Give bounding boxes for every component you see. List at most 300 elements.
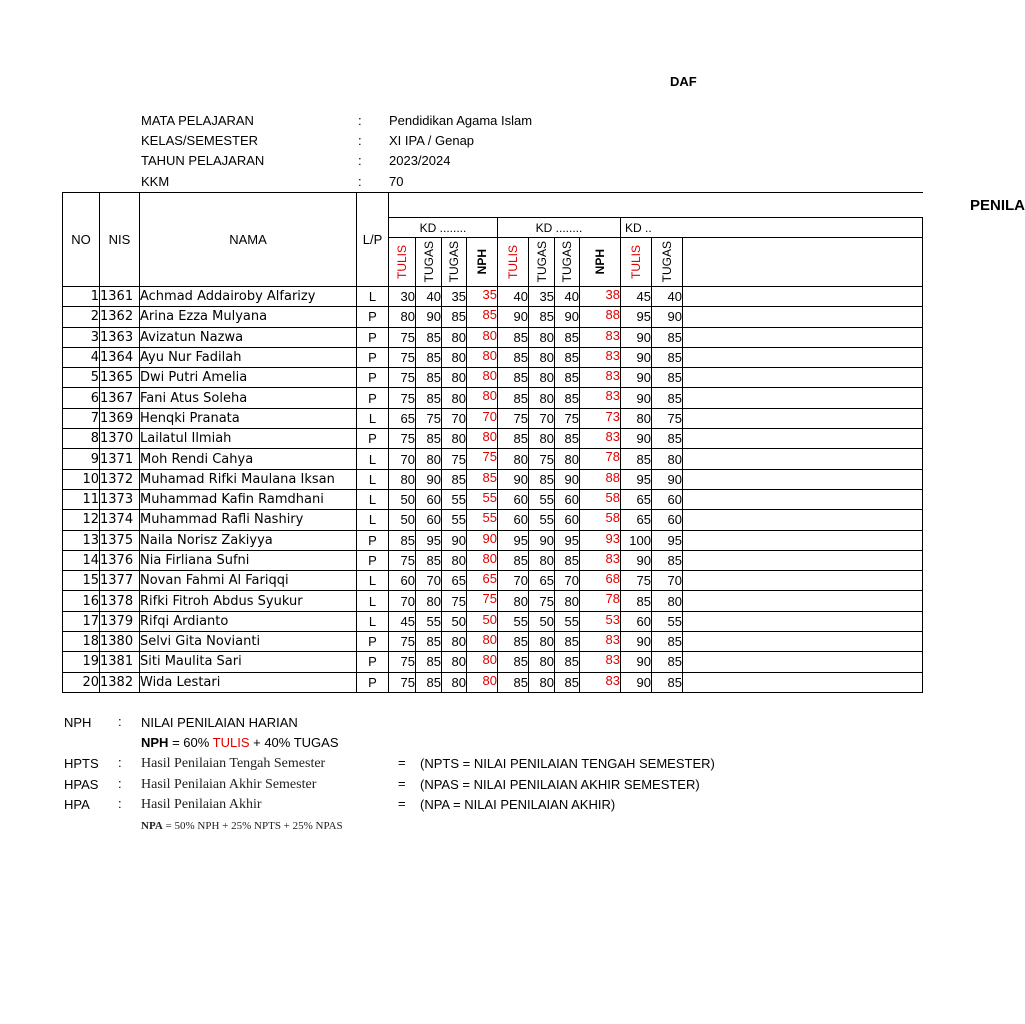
table-row	[63, 287, 923, 307]
cell-kd1-tugas: 80	[442, 632, 467, 652]
header-row-top	[63, 193, 923, 218]
cell-kd3-tugas: 60	[652, 489, 683, 509]
table-row	[63, 368, 923, 388]
cell-kd2-tugas: 85	[555, 327, 580, 347]
cell-kd2-tugas: 70	[529, 408, 555, 428]
cell-nama: Rifki Fitroh Abdus Syukur	[140, 591, 357, 611]
cell-lp: L	[357, 287, 389, 307]
cell-kd1-tugas: 80	[442, 429, 467, 449]
table-row	[63, 449, 923, 469]
npa-formula-lhs: NPA	[141, 820, 163, 832]
cell-kd2-tulis: 85	[498, 672, 529, 692]
legend-abbr-hpts: HPTS	[64, 756, 99, 771]
cell-kd1-tugas: 85	[442, 469, 467, 489]
cell-kd1-tugas: 75	[416, 408, 442, 428]
cell-kd1-nph: 65	[467, 571, 498, 591]
cell-kd1-tulis: 50	[389, 489, 416, 509]
sub-header-tugas: TUGAS	[534, 241, 549, 283]
info-value-subject: Pendidikan Agama Islam	[389, 113, 533, 128]
cell-nama: Siti Maulita Sari	[140, 652, 357, 672]
cell-kd2-tugas: 80	[529, 368, 555, 388]
cell-kd3-tugas: 95	[652, 530, 683, 550]
legend-abbr-hpas: HPAS	[64, 777, 99, 792]
cell-kd2-tugas: 65	[529, 571, 555, 591]
cell-empty	[683, 449, 923, 469]
cell-kd3-tugas: 55	[652, 611, 683, 631]
cell-no: 19	[63, 652, 100, 672]
cell-kd3-tulis: 80	[621, 408, 652, 428]
cell-kd2-tulis: 60	[498, 510, 529, 530]
cell-kd1-nph: 90	[467, 530, 498, 550]
cell-kd3-tugas: 90	[652, 307, 683, 327]
cell-nis: 1369	[100, 408, 140, 428]
cell-kd2-tugas: 55	[555, 611, 580, 631]
sub-header-tulis: TULIS	[395, 244, 409, 279]
table-row	[63, 307, 923, 327]
table-row	[63, 571, 923, 591]
cell-kd2-nph: 78	[580, 449, 621, 469]
cell-lp: P	[357, 327, 389, 347]
cell-kd1-nph: 75	[467, 449, 498, 469]
cell-kd2-nph: 58	[580, 510, 621, 530]
cell-kd1-tugas: 80	[442, 550, 467, 570]
cell-kd2-tugas: 85	[555, 632, 580, 652]
cell-kd1-nph: 80	[467, 368, 498, 388]
cell-kd2-tugas: 75	[529, 591, 555, 611]
cell-kd2-tugas: 80	[529, 672, 555, 692]
cell-kd3-tugas: 40	[652, 287, 683, 307]
legend-colon: :	[118, 755, 122, 770]
cell-kd2-nph: 68	[580, 571, 621, 591]
cell-kd1-tulis: 80	[389, 307, 416, 327]
cell-kd1-nph: 50	[467, 611, 498, 631]
grade-table	[62, 192, 1025, 693]
cell-kd1-tulis: 75	[389, 652, 416, 672]
cell-kd3-tulis: 90	[621, 632, 652, 652]
legend-text-hpts: Hasil Penilaian Tengah Semester	[141, 756, 326, 771]
cell-kd2-tulis: 80	[498, 591, 529, 611]
cell-kd1-tugas: 60	[416, 510, 442, 530]
cell-kd1-tulis: 80	[389, 469, 416, 489]
cell-kd1-tulis: 75	[389, 327, 416, 347]
table-row	[63, 388, 923, 408]
cell-empty	[683, 510, 923, 530]
cell-kd2-nph: 88	[580, 307, 621, 327]
cell-no: 12	[63, 510, 100, 530]
cell-kd1-nph: 80	[467, 327, 498, 347]
cell-no: 11	[63, 489, 100, 509]
cell-kd3-tulis: 85	[621, 591, 652, 611]
info-colon: :	[358, 113, 362, 128]
cell-nama: Rifqi Ardianto	[140, 611, 357, 631]
cell-kd2-tugas: 55	[529, 510, 555, 530]
sub-header-tulis: TULIS	[629, 244, 643, 279]
cell-kd2-nph: 83	[580, 672, 621, 692]
cell-kd3-tulis: 90	[621, 550, 652, 570]
cell-kd1-tugas: 55	[442, 510, 467, 530]
cell-kd2-tulis: 80	[498, 449, 529, 469]
cell-kd1-tulis: 30	[389, 287, 416, 307]
cell-kd1-tugas: 80	[416, 449, 442, 469]
cell-kd3-tugas: 85	[652, 347, 683, 367]
col-header-lp: L/P	[357, 193, 389, 287]
cell-nis: 1367	[100, 388, 140, 408]
cell-no: 15	[63, 571, 100, 591]
cell-kd2-tugas: 80	[529, 327, 555, 347]
sub-header-cell	[442, 238, 467, 287]
table-row	[63, 408, 923, 428]
cell-kd1-tulis: 65	[389, 408, 416, 428]
cell-kd2-tulis: 85	[498, 327, 529, 347]
cell-kd2-tugas: 60	[555, 510, 580, 530]
cell-kd1-tugas: 80	[442, 672, 467, 692]
legend-equals: =	[398, 755, 406, 770]
legend-right-npts: (NPTS = NILAI PENILAIAN TENGAH SEMESTER)	[420, 756, 715, 771]
cell-lp: P	[357, 530, 389, 550]
cell-empty	[683, 652, 923, 672]
cell-kd1-tulis: 60	[389, 571, 416, 591]
cell-kd1-tugas: 85	[416, 672, 442, 692]
cell-lp: P	[357, 347, 389, 367]
cell-kd1-tugas: 80	[416, 591, 442, 611]
sub-header-nph: NPH	[593, 249, 607, 275]
sub-header-cell	[416, 238, 442, 287]
info-label-kkm: KKM	[141, 174, 170, 189]
cell-empty	[683, 489, 923, 509]
cell-kd2-tugas: 85	[555, 368, 580, 388]
table-row	[63, 550, 923, 570]
cell-kd1-tulis: 75	[389, 368, 416, 388]
cell-kd2-tugas: 95	[555, 530, 580, 550]
table-row	[63, 672, 923, 692]
cell-lp: P	[357, 368, 389, 388]
kd-header-1: KD ........	[389, 218, 498, 238]
cell-nis: 1371	[100, 449, 140, 469]
cell-kd2-tugas: 85	[555, 388, 580, 408]
cell-kd3-tulis: 95	[621, 469, 652, 489]
cell-kd1-tugas: 95	[416, 530, 442, 550]
sub-header-cell	[580, 238, 621, 287]
cell-kd3-tugas: 85	[652, 550, 683, 570]
cell-empty	[683, 530, 923, 550]
cell-kd3-tulis: 65	[621, 510, 652, 530]
cell-kd1-tugas: 40	[416, 287, 442, 307]
cell-kd1-tugas: 85	[442, 307, 467, 327]
cell-empty	[683, 307, 923, 327]
cell-empty	[683, 632, 923, 652]
cell-lp: L	[357, 510, 389, 530]
cell-kd1-tulis: 70	[389, 591, 416, 611]
cell-kd2-tugas: 80	[529, 632, 555, 652]
cell-kd2-tugas: 85	[555, 652, 580, 672]
cell-kd2-tulis: 60	[498, 489, 529, 509]
cell-kd2-tulis: 40	[498, 287, 529, 307]
cell-kd2-nph: 58	[580, 489, 621, 509]
sub-header-tulis: TULIS	[506, 244, 520, 279]
cell-no: 20	[63, 672, 100, 692]
cell-nis: 1374	[100, 510, 140, 530]
cell-kd1-tulis: 75	[389, 429, 416, 449]
cell-kd3-tugas: 70	[652, 571, 683, 591]
cell-kd1-nph: 80	[467, 632, 498, 652]
cell-nis: 1375	[100, 530, 140, 550]
cell-nama: Selvi Gita Novianti	[140, 632, 357, 652]
cell-kd3-tugas: 85	[652, 672, 683, 692]
cell-kd2-nph: 83	[580, 327, 621, 347]
cell-kd2-tulis: 95	[498, 530, 529, 550]
cell-kd3-tugas: 85	[652, 327, 683, 347]
cell-nama: Achmad Addairoby Alfarizy	[140, 287, 357, 307]
cell-kd1-tugas: 35	[442, 287, 467, 307]
cell-kd2-tugas: 90	[529, 530, 555, 550]
cell-kd2-tugas: 80	[529, 429, 555, 449]
cell-empty	[683, 388, 923, 408]
cell-kd1-tugas: 85	[416, 550, 442, 570]
legend-abbr-hpa: HPA	[64, 797, 90, 812]
cell-kd1-tulis: 75	[389, 388, 416, 408]
cell-kd1-tulis: 75	[389, 347, 416, 367]
cell-nama: Wida Lestari	[140, 672, 357, 692]
cell-kd1-nph: 55	[467, 489, 498, 509]
cell-kd3-tulis: 75	[621, 571, 652, 591]
cell-no: 2	[63, 307, 100, 327]
cell-kd1-tulis: 85	[389, 530, 416, 550]
cell-nama: Avizatun Nazwa	[140, 327, 357, 347]
cell-kd2-tugas: 85	[555, 672, 580, 692]
cell-no: 7	[63, 408, 100, 428]
kd-header-2: KD ........	[498, 218, 621, 238]
legend-text-hpas: Hasil Penilaian Akhir Semester	[141, 777, 317, 792]
cell-empty	[683, 327, 923, 347]
cell-kd2-nph: 83	[580, 652, 621, 672]
cell-kd1-tugas: 85	[416, 368, 442, 388]
cell-lp: P	[357, 652, 389, 672]
cell-kd1-tugas: 85	[416, 388, 442, 408]
cell-empty	[683, 571, 923, 591]
cell-kd1-tugas: 65	[442, 571, 467, 591]
cell-nama: Henqki Pranata	[140, 408, 357, 428]
cell-empty	[683, 347, 923, 367]
cell-kd2-nph: 83	[580, 347, 621, 367]
cell-kd2-tulis: 90	[498, 307, 529, 327]
cell-kd1-tugas: 85	[416, 652, 442, 672]
cell-kd1-nph: 80	[467, 652, 498, 672]
cell-kd1-nph: 70	[467, 408, 498, 428]
cell-nis: 1363	[100, 327, 140, 347]
cell-nis: 1377	[100, 571, 140, 591]
cell-kd1-tulis: 75	[389, 672, 416, 692]
group-header-penilaian: PENILA	[389, 193, 923, 218]
cell-kd1-nph: 55	[467, 510, 498, 530]
cell-nama: Naila Norisz Zakiyya	[140, 530, 357, 550]
cell-kd2-nph: 83	[580, 550, 621, 570]
cell-nis: 1362	[100, 307, 140, 327]
cell-kd1-nph: 80	[467, 347, 498, 367]
table-row	[63, 347, 923, 367]
cell-kd1-tugas: 75	[442, 591, 467, 611]
table-row	[63, 429, 923, 449]
cell-lp: L	[357, 408, 389, 428]
cell-nama: Dwi Putri Amelia	[140, 368, 357, 388]
cell-kd1-tugas: 70	[416, 571, 442, 591]
cell-kd2-nph: 88	[580, 469, 621, 489]
cell-kd1-tugas: 55	[442, 489, 467, 509]
cell-kd3-tulis: 90	[621, 347, 652, 367]
cell-kd1-tugas: 90	[416, 307, 442, 327]
sub-header-cell	[683, 238, 923, 287]
cell-lp: L	[357, 469, 389, 489]
cell-kd3-tulis: 65	[621, 489, 652, 509]
cell-no: 8	[63, 429, 100, 449]
nph-formula-tulis: TULIS	[212, 735, 250, 750]
legend-colon: :	[118, 776, 122, 791]
cell-kd3-tulis: 90	[621, 652, 652, 672]
table-row	[63, 489, 923, 509]
cell-kd1-tugas: 80	[442, 388, 467, 408]
info-colon: :	[358, 153, 362, 168]
cell-kd1-tugas: 90	[416, 469, 442, 489]
cell-no: 16	[63, 591, 100, 611]
nph-formula-eq: = 60%	[168, 735, 213, 750]
cell-kd2-tugas: 60	[555, 489, 580, 509]
cell-nama: Muhammad Kafin Ramdhani	[140, 489, 357, 509]
cell-empty	[683, 408, 923, 428]
legend-abbr-nph: NPH	[64, 715, 92, 730]
sub-header-tugas: TUGAS	[560, 241, 574, 283]
sub-header-cell	[652, 238, 683, 287]
sub-header-cell	[389, 238, 416, 287]
cell-nama: Nia Firliana Sufni	[140, 550, 357, 570]
cell-kd3-tugas: 85	[652, 368, 683, 388]
cell-kd3-tugas: 85	[652, 388, 683, 408]
cell-nis: 1382	[100, 672, 140, 692]
cell-kd3-tugas: 75	[652, 408, 683, 428]
sub-header-tugas: TUGAS	[660, 241, 674, 283]
nph-formula	[141, 735, 339, 750]
cell-kd2-tulis: 85	[498, 652, 529, 672]
cell-lp: P	[357, 307, 389, 327]
legend-equals: =	[398, 796, 406, 811]
cell-kd2-tugas: 80	[529, 347, 555, 367]
document-title: DAF	[670, 74, 697, 89]
cell-kd1-tugas: 85	[416, 429, 442, 449]
cell-nis: 1380	[100, 632, 140, 652]
cell-kd1-tugas: 85	[416, 327, 442, 347]
cell-lp: P	[357, 632, 389, 652]
cell-kd1-nph: 80	[467, 550, 498, 570]
cell-no: 1	[63, 287, 100, 307]
cell-kd2-tulis: 85	[498, 429, 529, 449]
cell-kd1-tulis: 45	[389, 611, 416, 631]
cell-kd1-tugas: 80	[442, 368, 467, 388]
cell-kd3-tugas: 80	[652, 591, 683, 611]
legend-right-npas: (NPAS = NILAI PENILAIAN AKHIR SEMESTER)	[420, 777, 700, 792]
cell-kd1-tugas: 55	[416, 611, 442, 631]
cell-kd2-tulis: 85	[498, 368, 529, 388]
cell-lp: L	[357, 571, 389, 591]
cell-kd1-tulis: 75	[389, 550, 416, 570]
cell-kd3-tulis: 90	[621, 672, 652, 692]
info-value-kkm: 70	[389, 174, 404, 189]
cell-kd2-tugas: 70	[555, 571, 580, 591]
cell-kd2-tugas: 85	[555, 429, 580, 449]
cell-kd2-tugas: 40	[555, 287, 580, 307]
cell-kd1-tugas: 90	[442, 530, 467, 550]
cell-empty	[683, 611, 923, 631]
sub-header-cell	[555, 238, 580, 287]
cell-nama: Novan Fahmi Al Fariqqi	[140, 571, 357, 591]
cell-nis: 1365	[100, 368, 140, 388]
cell-kd3-tugas: 80	[652, 449, 683, 469]
cell-kd2-tugas: 50	[529, 611, 555, 631]
info-label-subject: MATA PELAJARAN	[141, 113, 254, 128]
cell-kd3-tulis: 60	[621, 611, 652, 631]
cell-kd2-tugas: 75	[529, 449, 555, 469]
cell-kd2-tugas: 75	[555, 408, 580, 428]
cell-kd3-tugas: 85	[652, 632, 683, 652]
cell-kd1-nph: 35	[467, 287, 498, 307]
cell-nama: Arina Ezza Mulyana	[140, 307, 357, 327]
table-row	[63, 652, 923, 672]
cell-lp: L	[357, 611, 389, 631]
cell-nis: 1372	[100, 469, 140, 489]
table-row	[63, 469, 923, 489]
table-row	[63, 632, 923, 652]
cell-kd2-nph: 78	[580, 591, 621, 611]
sub-header-cell	[498, 238, 529, 287]
cell-kd2-nph: 83	[580, 388, 621, 408]
cell-kd3-tulis: 100	[621, 530, 652, 550]
cell-kd2-tugas: 90	[555, 469, 580, 489]
table-row	[63, 327, 923, 347]
cell-kd1-tulis: 70	[389, 449, 416, 469]
table-row	[63, 591, 923, 611]
cell-kd2-tugas: 80	[529, 388, 555, 408]
cell-kd2-tugas: 85	[529, 469, 555, 489]
cell-no: 18	[63, 632, 100, 652]
cell-lp: P	[357, 672, 389, 692]
cell-kd2-tulis: 75	[498, 408, 529, 428]
cell-lp: L	[357, 489, 389, 509]
cell-kd1-tugas: 70	[442, 408, 467, 428]
cell-kd2-nph: 83	[580, 429, 621, 449]
info-value-year: 2023/2024	[389, 153, 451, 168]
cell-lp: L	[357, 449, 389, 469]
cell-kd3-tulis: 95	[621, 307, 652, 327]
nph-formula-lhs: NPH	[141, 735, 169, 750]
cell-kd1-nph: 85	[467, 307, 498, 327]
cell-no: 13	[63, 530, 100, 550]
cell-empty	[683, 550, 923, 570]
table-row	[63, 530, 923, 550]
cell-nama: Ayu Nur Fadilah	[140, 347, 357, 367]
col-header-no: NO	[63, 193, 100, 287]
cell-kd1-nph: 80	[467, 672, 498, 692]
legend-colon: :	[118, 714, 122, 729]
cell-kd1-nph: 80	[467, 429, 498, 449]
cell-kd2-nph: 53	[580, 611, 621, 631]
info-colon: :	[358, 133, 362, 148]
kd-header-3: KD ..	[621, 218, 923, 238]
info-label-year: TAHUN PELAJARAN	[141, 153, 265, 168]
cell-kd2-tugas: 80	[529, 550, 555, 570]
legend-text-hpa: Hasil Penilaian Akhir	[141, 797, 262, 812]
table-row	[63, 611, 923, 631]
sub-header-cell	[621, 238, 652, 287]
cell-kd2-nph: 83	[580, 368, 621, 388]
cell-kd1-nph: 85	[467, 469, 498, 489]
npa-formula-rest: = 50% NPH + 25% NPTS + 25% NPAS	[162, 820, 343, 832]
